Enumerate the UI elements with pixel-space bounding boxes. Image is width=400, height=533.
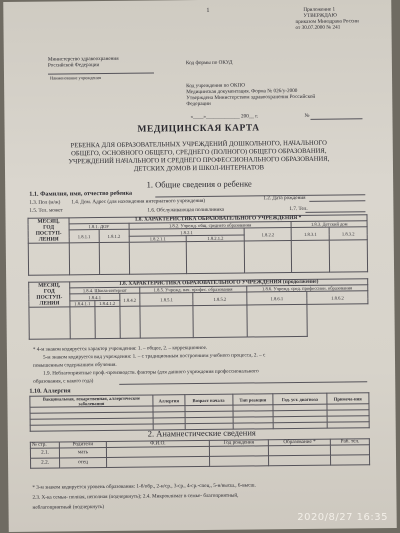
order-label: приказом Минздрава России (295, 18, 359, 25)
parents-table: № стр. Родители Ф.И.О. Год рождения Образование * Раб. тел. 2.1. мать 2.2. отец (30, 438, 370, 469)
table-row: 2.2. отец (31, 455, 370, 469)
approved-line2: Утверждена Министерством здравоохранения Российской (186, 93, 316, 102)
date-line: «____»_____________ 200__ г. (190, 113, 259, 121)
approve-label: УТВЕРЖДАЮ (303, 12, 337, 19)
number-sign: № (304, 112, 310, 119)
page-number: 1 (206, 6, 210, 14)
ministry-line1: Министерство здравоохранения (47, 55, 119, 63)
order-date: от 30.07.2000 № 241 (295, 24, 341, 31)
footnote-line1: * 3-м знаком кодируется уровень образования: 1-б/обр., 2-н/ср., 3-ср., 4-ср.-спец., 5-н/высш., 6-высш. (32, 482, 256, 491)
approved-line1: Медицинская документация. Форма № 026/у-2000 (186, 87, 298, 96)
field-sex-label: 1.3. Пол (м/ж) (29, 199, 61, 206)
field-clinic-label: 1.6. Обслуживающая поликлиника (147, 206, 225, 214)
document-page (3, 0, 397, 532)
subtitle-line4: ДЕТСКИХ ДОМОВ И ШКОЛ-ИНТЕРНАТОВ (133, 164, 265, 173)
footnote-line3: неблагоприятный (подчеркнуть) (32, 504, 105, 511)
field-tel-label: 1.7. Тел. (289, 205, 308, 213)
note-line3: повышенным содержанием обучения. (33, 361, 117, 369)
okpo-label: Код учреждения по ОКПО (186, 82, 245, 90)
field-polis-label: 1.5. Тел. может (29, 207, 63, 214)
field-birth-label: 1.2. Дата рождения (263, 194, 306, 202)
subtitle-line3: УЧРЕЖДЕНИЙ НАЧАЛЬНОГО И СРЕДНЕГО ПРОФЕССИОНАЛЬНОГО ОБРАЗОВАНИЯ, (68, 155, 330, 166)
table-row: 2.1. мать (30, 445, 369, 459)
allergy-table: Вакцинальная, лекарственная, аллергические заболевания Аллергия Возраст начала Тип реакции Год. уст. диагноза Примеча-ния (29, 392, 369, 432)
document-title: МЕДИЦИНСКАЯ КАРТА (137, 123, 260, 135)
note-line4: 1.9. Неблагоприятные проф.-производств. факторы (для данного учреждения профессионального (43, 368, 259, 377)
note-line1: * 4-м знаком кодируется характер учреждения: 1. – общее, 2. – коррекционное. (32, 344, 208, 353)
okud-label: Код формы по ОКУД (185, 59, 233, 67)
subtitle-line1: РЕБЕНКА ДЛЯ ОБРАЗОВАТЕЛЬНЫХ УЧРЕЖДЕНИЙ ДОШКОЛЬНОГО, НАЧАЛЬНОГО (70, 139, 327, 150)
appendix-label: Приложение 1 (303, 6, 336, 13)
note-line2: 5-м знаком кодируется вид учреждения: 1. – с традиционным построением учебного процесса, 2. – с (42, 352, 266, 361)
footnote-line2: 2.3. Х-ка семьи- полная, неполная (подчеркнуть); 2.4. Микроклимат в семье- благоприятный, (32, 492, 239, 501)
approved-line3: Федерации (186, 100, 211, 108)
note-line5: образования, с какого года) (33, 378, 94, 385)
institution-label: Наименование учреждения (50, 75, 101, 81)
field-address-label: 1.4. Дом. Адрес (для нахождения интернатного учреждения) (71, 197, 206, 206)
section1-title: 1. Общие сведения о ребенке (146, 178, 252, 190)
photo-timestamp: 2020/8/27 16:35 (297, 512, 388, 523)
institution-table-continued: МЕСЯЦ, ГОД ПОСТУП- ЛЕНИЯ 1.8. ХАРАКТЕРИСТИКА ОБРАЗОВАТЕЛЬНОГО УЧРЕЖДЕНИЯ (продолжение) 1.8.4. Школа-интернат 1.8.5. Учрежд. нач. профес. образования 1.8.6. Учрежд. сред. профессион. образования 1.8.4.1 1.8.4.2 1.8.5.1 1.8.5.2 1.8.6.1 1.8.6.2 1.8.4.1.1 1.8.4.1.2 (28, 278, 369, 340)
institution-table: МЕСЯЦ, ГОД ПОСТУП- ЛЕНИЯ 1.8. ХАРАКТЕРИСТИКА ОБРАЗОВАТЕЛЬНОГО УЧРЕЖДЕНИЯ * 1.8.1. ДОУ 1.8.2. Учрежд. общ. среднего образования 1.8.3. Детский дом 1.8.1.1 1.8.1.2 1.8.2.1 1.8.2.2 1.8.3.1 1.8.3.2 1.8.2.1.1 1.8.2.1.2 (27, 214, 368, 276)
section2-title: 2. Анамнестические сведения (147, 427, 256, 439)
allergy-title: 1.10. Аллергия (29, 387, 71, 395)
ministry-line2: Российской Федерации (47, 62, 100, 69)
field-name-label: 1.1. Фамилия, имя, отчество ребенка (29, 189, 133, 198)
subtitle-line2: ОБЩЕГО, ОСНОВНОГО ОБЩЕГО, СРЕДНЕГО (ПОЛНОГО) ОБЩЕГО ОБРАЗОВАНИЯ, (71, 147, 327, 158)
